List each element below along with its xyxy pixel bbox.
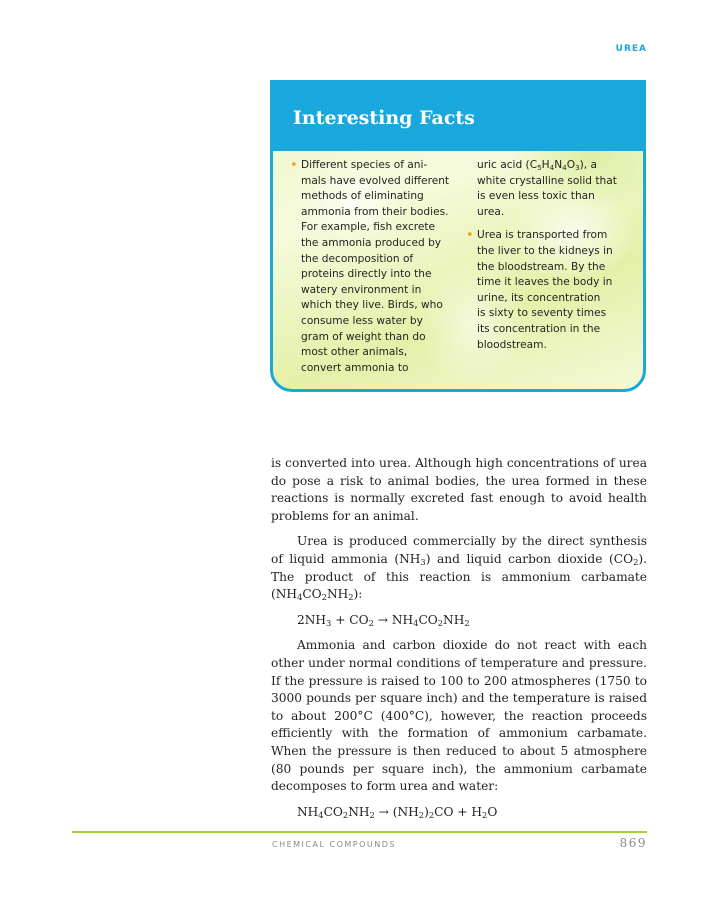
fact-line: most other animals, (301, 346, 408, 359)
fact-item-species (290, 158, 461, 376)
fact-line: the bloodstream. By the (477, 260, 606, 273)
fact-line: urine, its concentration (477, 291, 601, 304)
fact-line: white crystalline solid that (477, 174, 617, 187)
fact-item-transport (466, 228, 641, 353)
fact-line: is even less toxic than (477, 190, 595, 203)
fact-line: proteins directly into the (301, 268, 432, 281)
fact-line: time it leaves the body in (477, 276, 613, 289)
section-header-label: UREA (615, 44, 647, 54)
main-body-text (271, 455, 647, 829)
fact-line: For example, fish excrete (301, 221, 436, 234)
fact-line: Different species of ani- (301, 159, 428, 171)
fact-line: which they live. Birds, who (301, 299, 443, 312)
fact-line-uric-acid: uric acid $(C_5H_4N_4O_3)$, a (477, 159, 598, 172)
fact-line: the decomposition of (301, 252, 414, 265)
equation-urea-formation: $NH_4CO_2NH_2 \to (NH_2)_2CO + H_2O$ (297, 804, 498, 820)
facts-header-bar (273, 83, 643, 151)
fact-line: its concentration in the (477, 322, 601, 335)
fact-line: the liver to the kidneys in (477, 244, 613, 257)
fact-line: gram of weight than do (301, 330, 426, 343)
fact-line: bloodstream. (477, 338, 547, 351)
footer-page-number: 869 (619, 836, 647, 850)
fact-line: ammonia from their bodies. (301, 205, 449, 218)
footer-divider (72, 831, 647, 833)
bullet-icon: • (466, 228, 474, 244)
footer-book-title: CHEMICAL COMPOUNDS (272, 840, 396, 849)
facts-title: Interesting Facts (293, 107, 475, 129)
fact-line: the ammonia produced by (301, 236, 442, 249)
fact-line: watery environment in (301, 283, 422, 296)
paragraph-urea-conversion: is converted into urea. Although high concentrations of urea do pose a risk to animal bodies, the urea formed in these reactions is normally excreted fast enough to avoid health problems for an animal. (271, 456, 647, 523)
fact-line: consume less water by (301, 314, 423, 327)
bullet-icon: • (290, 158, 298, 173)
interesting-facts-sidebar (270, 80, 646, 392)
fact-continuation (477, 158, 641, 220)
fact-line: mals have evolved different (301, 174, 450, 187)
facts-column-right (466, 158, 641, 353)
fact-line: Urea is transported from (477, 229, 608, 242)
paragraph-commercial-production: Urea is produced commercially by the direct synthesis of liquid ammonia $(NH_3)$ and liquid carbon dioxide $(CO_2)$. The product of this reaction is ammonium carbamate $(NH_4CO_2NH_2)$: (271, 534, 647, 603)
fact-line: methods of eliminating (301, 190, 424, 203)
paragraph-reaction-conditions: Ammonia and carbon dioxide do not react with each other under normal conditions of temperature and pressure. If the pressure is raised to 100 to 200 atmospheres (1750 to 3000 pounds per square inch) and the temperature is raised to about 200°C (400°C), however, the reaction proceeds efficiently with the formation of ammonium carbamate. When the pressure is then reduced to about 5 atmosphere (80 pounds per square inch), the ammonium carbamate decomposes to form urea and water: (271, 638, 647, 794)
fact-line: urea. (477, 205, 505, 218)
fact-line: is sixty to seventy times (477, 307, 607, 320)
equation-carbamate-formation: $2NH_3 + CO_2 \to NH_4CO_2NH_2$ (297, 612, 470, 628)
fact-line: convert ammonia to (301, 361, 409, 374)
facts-column-left (290, 158, 461, 376)
